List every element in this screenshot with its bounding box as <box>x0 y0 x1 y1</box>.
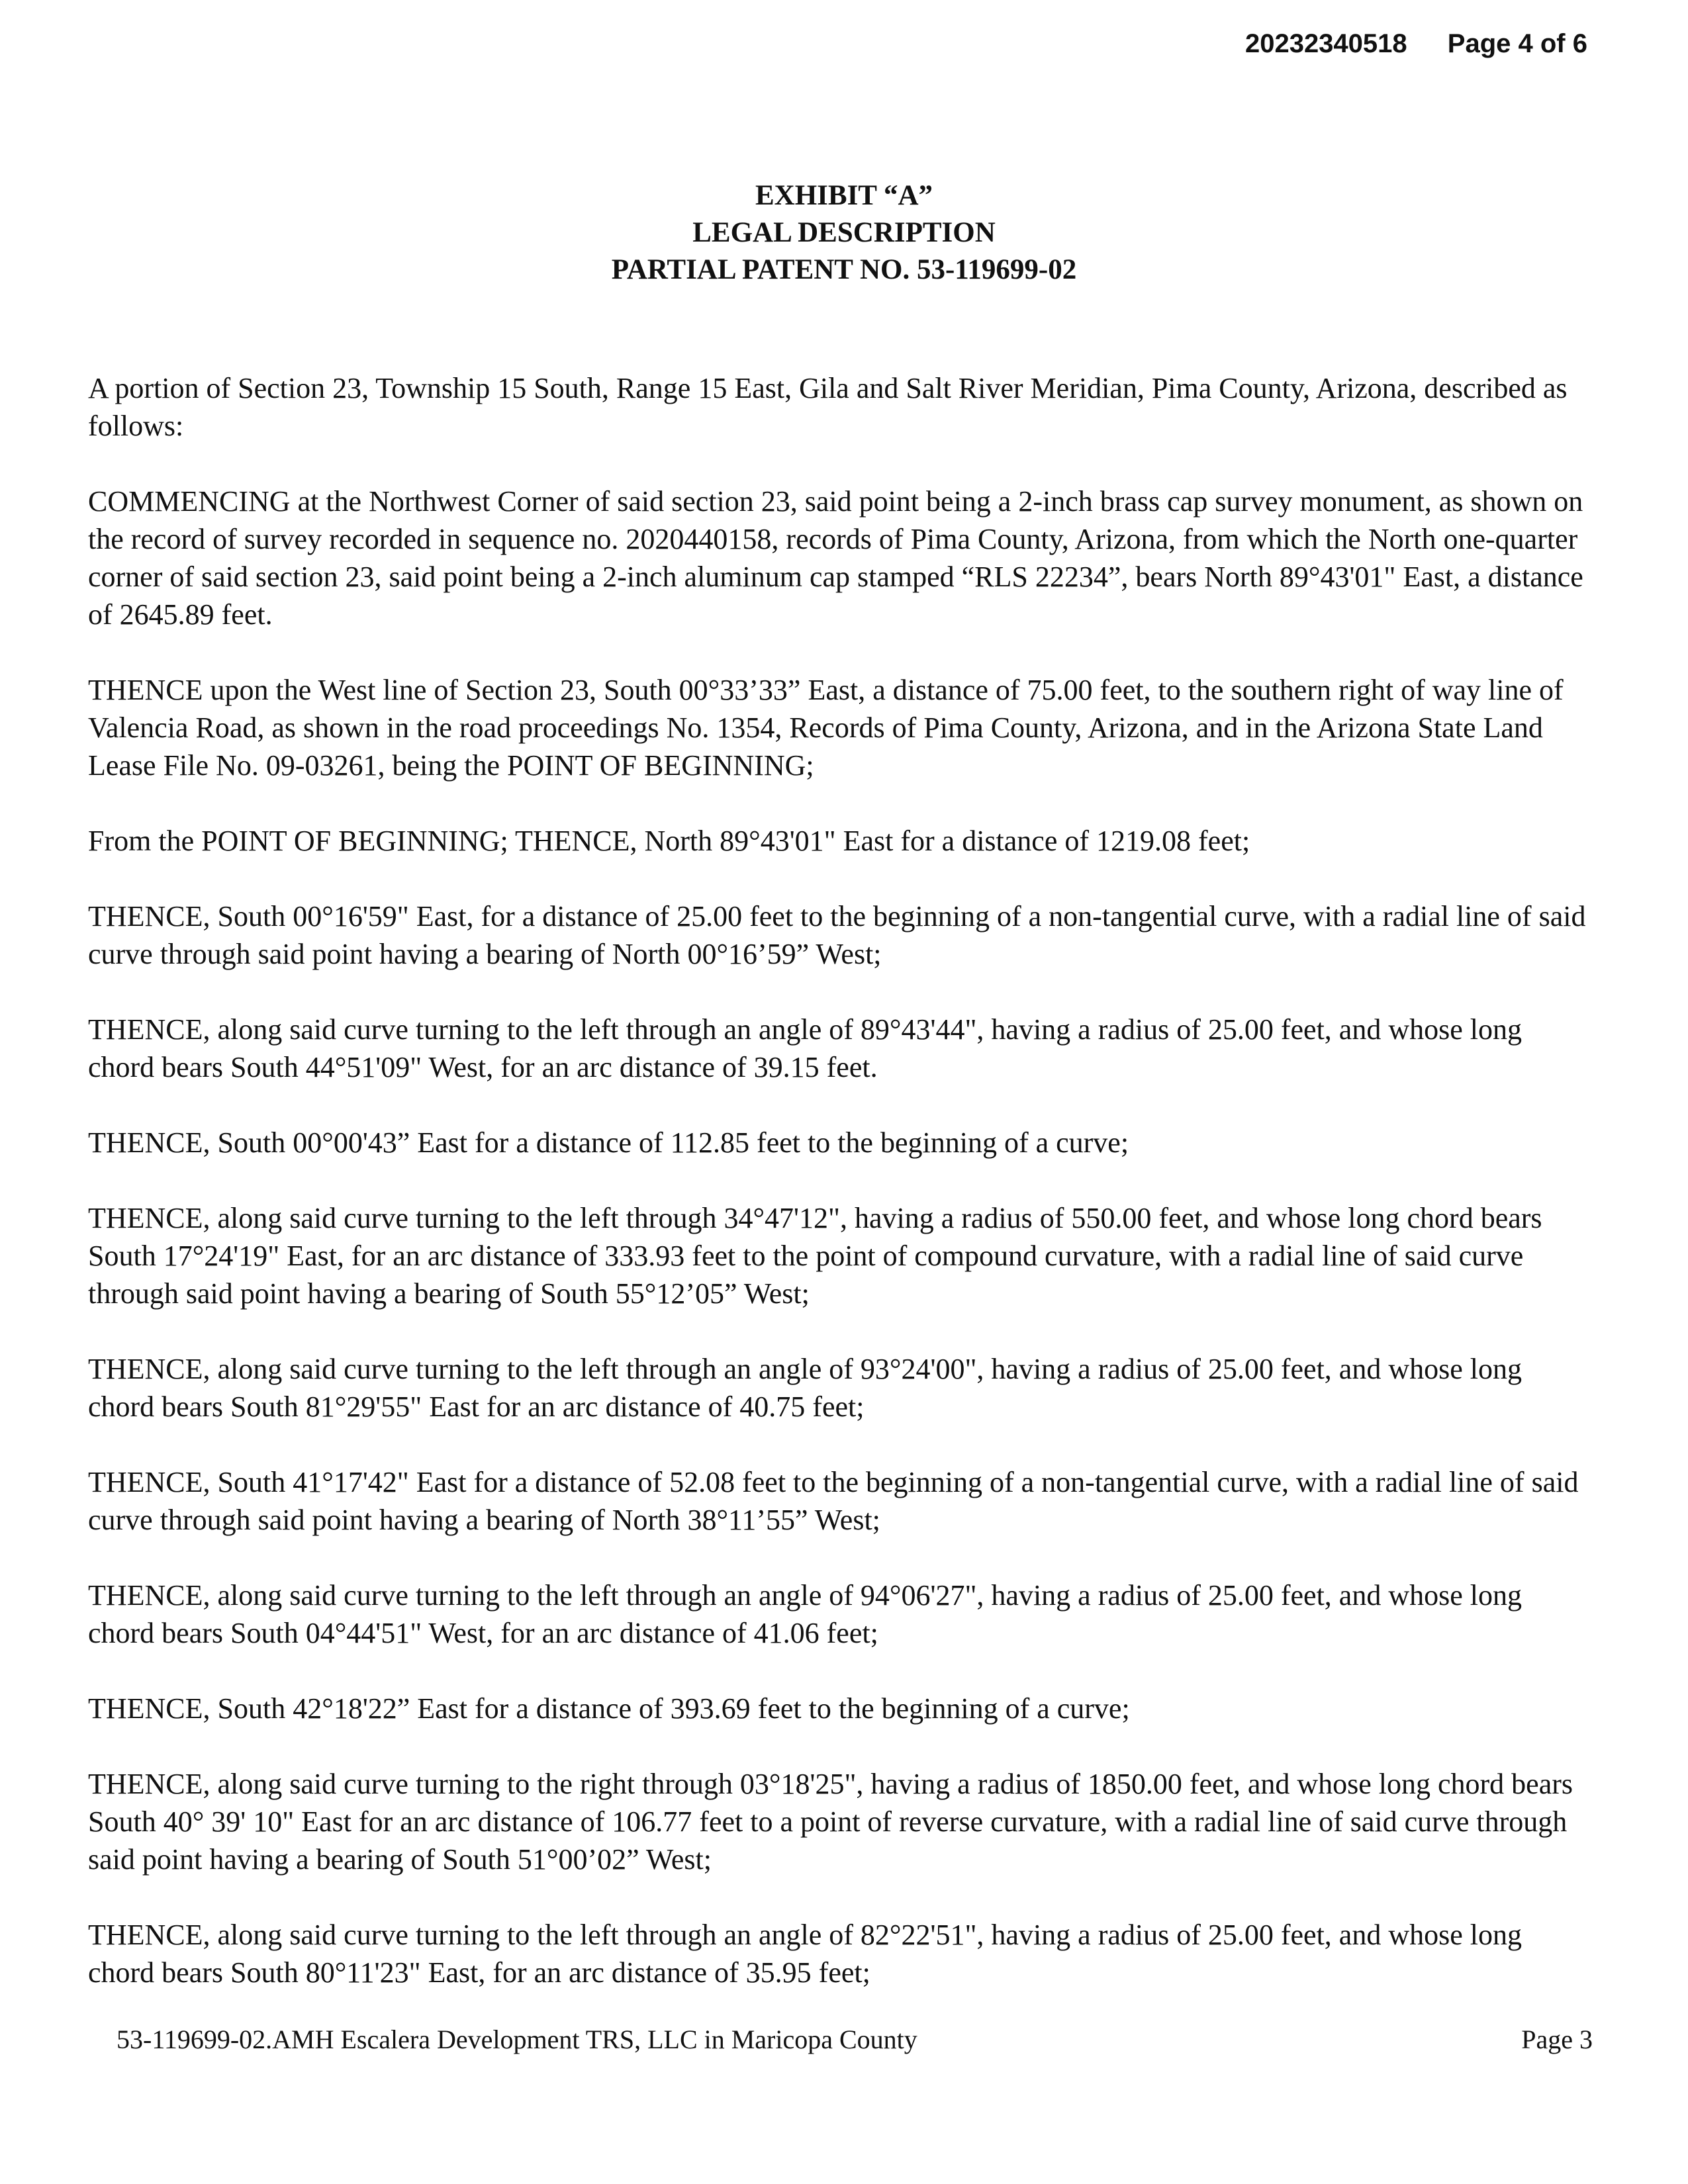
patent-number-heading: PARTIAL PATENT NO. 53-119699-02 <box>611 254 1077 285</box>
course-paragraph: THENCE, South 42°18'22” East for a distance of 393.69 feet to the beginning of a curve; <box>88 1692 1130 1725</box>
footer-page-number: Page 3 <box>1521 2025 1593 2054</box>
course-paragraph: THENCE, along said curve turning to the left through 34°47'12", having a radius of 550.00 feet, and whose long chord bears South 17°24'19" East, for an arc distance of 333.93 feet to the point of compound curvature, with a radial line of said curve through said point having a bearing of South 55°12’05” West; <box>88 1202 1542 1310</box>
course-paragraph: THENCE, South 41°17'42" East for a distance of 52.08 feet to the beginning of a non-tangential curve, with a radial line of said curve through said point having a bearing of North 38°11’55” West; <box>88 1466 1579 1536</box>
recording-header <box>1245 29 1587 59</box>
footer-document-ref: 53-119699-02.AMH Escalera Development TRS, LLC in Maricopa County <box>117 2025 917 2054</box>
document-heading: LEGAL DESCRIPTION <box>692 217 996 248</box>
page-footer <box>117 2024 1593 2055</box>
course-paragraph: From the POINT OF BEGINNING; THENCE, North 89°43'01" East for a distance of 1219.08 feet; <box>88 825 1250 857</box>
legal-description-body <box>88 369 1591 2029</box>
course-paragraph: THENCE, South 00°16'59" East, for a distance of 25.00 feet to the beginning of a non-tangential curve, with a radial line of said curve through said point having a bearing of North 00°16’59” West; <box>88 900 1586 970</box>
intro-paragraph: A portion of Section 23, Township 15 South, Range 15 East, Gila and Salt River Meridian, Pima County, Arizona, described as follows: <box>88 372 1568 442</box>
course-paragraph: THENCE, along said curve turning to the left through an angle of 93°24'00", having a radius of 25.00 feet, and whose long chord bears South 81°29'55" East for an arc distance of 40.75 feet; <box>88 1353 1522 1423</box>
commencing-paragraph: COMMENCING at the Northwest Corner of said section 23, said point being a 2-inch brass cap survey monument, as shown on the record of survey recorded in sequence no. 2020440158, records of Pima County, Arizona, from which the North one-quarter corner of said section 23, said point being a 2-inch aluminum cap stamped “RLS 22234”, bears North 89°43'01" East, a distance of 2645.89 feet. <box>88 485 1583 631</box>
course-paragraph: THENCE, along said curve turning to the left through an angle of 89°43'44", having a radius of 25.00 feet, and whose long chord bears South 44°51'09" West, for an arc distance of 39.15 feet. <box>88 1013 1522 1083</box>
course-paragraph: THENCE upon the West line of Section 23, South 00°33’33” East, a distance of 75.00 feet, to the southern right of way line of Valencia Road, as shown in the road proceedings No. 1354, Records of Pima County, Arizona, and in the Arizona State Land Lease File No. 09-03261, being the POINT OF BEGINNING; <box>88 674 1564 782</box>
course-paragraph: THENCE, along said curve turning to the left through an angle of 94°06'27", having a radius of 25.00 feet, and whose long chord bears South 04°44'51" West, for an arc distance of 41.06 feet; <box>88 1579 1522 1649</box>
course-paragraph: THENCE, South 00°00'43” East for a distance of 112.85 feet to the beginning of a curve; <box>88 1126 1129 1159</box>
course-paragraph: THENCE, along said curve turning to the right through 03°18'25", having a radius of 1850.00 feet, and whose long chord bears South 40° 39' 10" East for an arc distance of 106.77 feet to a point of reverse curvature, with a radial line of said curve through said point having a bearing of South 51°00’02” West; <box>88 1768 1573 1876</box>
exhibit-title-block <box>0 177 1688 289</box>
course-paragraph: THENCE, along said curve turning to the left through an angle of 82°22'51", having a radius of 25.00 feet, and whose long chord bears South 80°11'23" East, for an arc distance of 35.95 feet; <box>88 1919 1522 1989</box>
exhibit-title: EXHIBIT “A” <box>755 180 933 211</box>
page-indicator: Page 4 of 6 <box>1447 29 1587 58</box>
recording-number: 20232340518 <box>1244 29 1407 58</box>
